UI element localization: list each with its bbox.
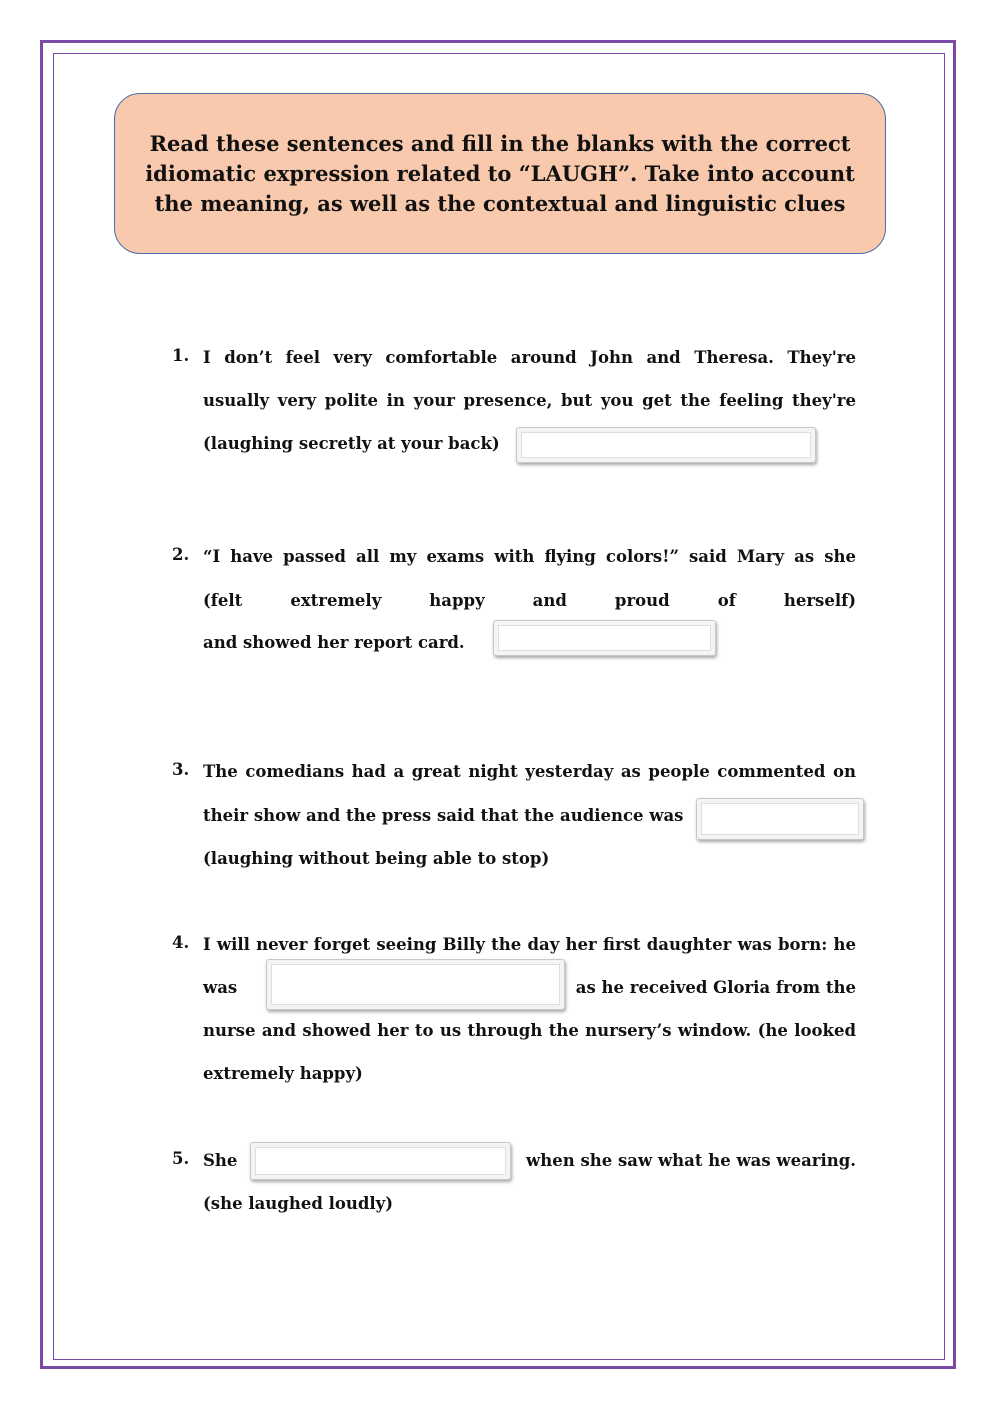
question-text-line: The comedians had a great night yesterday as people commented on: [203, 762, 856, 781]
question-number: 2.: [172, 545, 190, 564]
question-number: 5.: [172, 1149, 190, 1168]
question-text-fragment: She: [203, 1151, 238, 1170]
answer-blank-2[interactable]: [493, 620, 716, 656]
instructions-box: [114, 93, 886, 254]
question-text-line: nurse and showed her to us through the nursery’s window. (he looked: [203, 1021, 856, 1040]
answer-blank-1[interactable]: [516, 427, 816, 463]
question-text-line: (laughing without being able to stop): [203, 849, 550, 868]
question-text-line: (she laughed loudly): [203, 1194, 394, 1213]
answer-blank-5[interactable]: [250, 1142, 511, 1180]
question-text-fragment: when she saw what he was wearing.: [526, 1151, 856, 1170]
question-text-fragment: as he received Gloria from the: [575, 978, 856, 997]
question-number: 1.: [172, 346, 190, 365]
instructions-text: Read these sentences and fill in the blanks with the correct idiomatic expression related to “LAUGH”. Take into account the meaning, as well as the contextual and linguistic clues: [145, 130, 855, 216]
question-text-line: and showed her report card.: [203, 633, 465, 652]
question-text-line: I will never forget seeing Billy the day her first daughter was born: he: [203, 935, 856, 954]
question-text-line: usually very polite in your presence, but you get the feeling they're: [203, 391, 856, 410]
question-number: 4.: [172, 933, 190, 952]
question-text-line: (felt extremely happy and proud of herself): [203, 591, 856, 610]
answer-blank-3[interactable]: [696, 798, 864, 840]
question-text-line: extremely happy): [203, 1064, 363, 1083]
question-text-fragment: was: [203, 978, 238, 997]
question-text-line: I don’t feel very comfortable around John and Theresa. They're: [203, 348, 856, 367]
answer-blank-4[interactable]: [266, 959, 565, 1010]
question-text-line: their show and the press said that the audience was: [203, 806, 684, 825]
question-number: 3.: [172, 760, 190, 779]
question-text-line: “I have passed all my exams with flying colors!” said Mary as she: [203, 547, 856, 566]
question-text-line: (laughing secretly at your back): [203, 434, 500, 453]
